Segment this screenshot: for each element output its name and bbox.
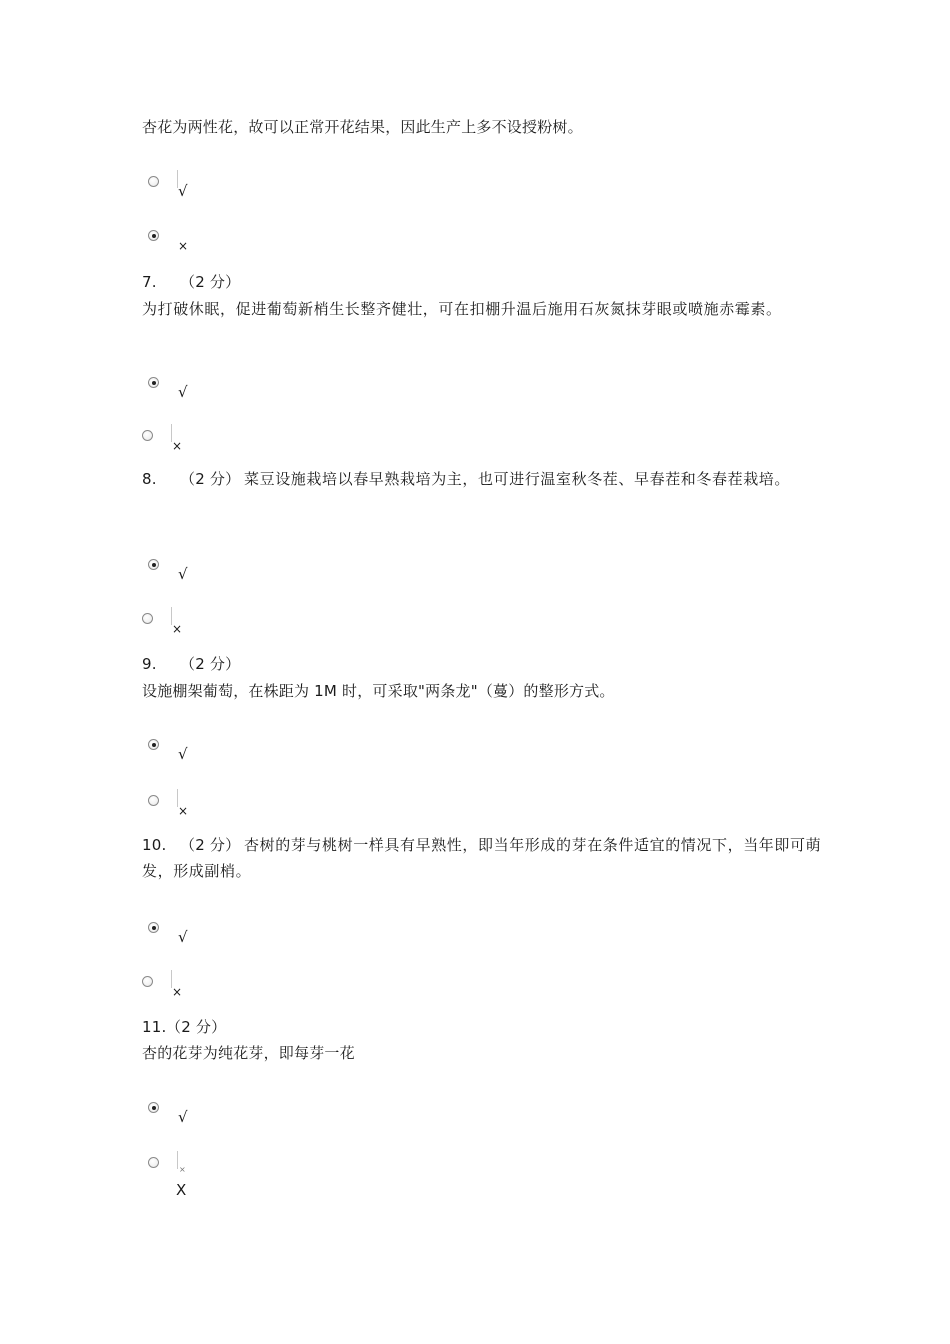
q6-radio-true[interactable] bbox=[148, 176, 159, 187]
q6-text: 杏花为两性花，故可以正常开花结果，因此生产上多不设授粉树。 bbox=[142, 118, 583, 136]
q11-radio-true[interactable] bbox=[148, 1102, 159, 1113]
q7-number: 7. bbox=[142, 273, 157, 291]
q9-number: 9. bbox=[142, 655, 157, 673]
q11-points: （2 分） bbox=[166, 1018, 227, 1036]
q7-label-true: √ bbox=[178, 383, 188, 401]
q11-divider bbox=[177, 1151, 178, 1169]
q8-text: 菜豆设施栽培以春早熟栽培为主，也可进行温室秋冬茬、早春茬和冬春茬栽培。 bbox=[244, 470, 791, 488]
q8-number: 8. bbox=[142, 470, 157, 488]
q7-radio-true[interactable] bbox=[148, 377, 159, 388]
q9-text: 设施棚架葡萄，在株距为 1M 时，可采取"两条龙"（蔓）的整形方式。 bbox=[142, 682, 615, 700]
q9-points: （2 分） bbox=[180, 655, 241, 673]
q7-text: 为打破休眠，促进葡萄新梢生长整齐健壮，可在扣棚升温后施用石灰氮抹芽眼或喷施赤霉素。 bbox=[142, 300, 782, 318]
q10-text: 杏树的芽与桃树一样具有早熟性，即当年形成的芽在条件适宜的情况下，当年即可萌发，形成副梢。 bbox=[142, 836, 822, 880]
q6-radio-false[interactable] bbox=[148, 230, 159, 241]
q11-text: 杏的花芽为纯花芽，即每芽一花 bbox=[142, 1044, 355, 1062]
q9-label-false: × bbox=[178, 804, 189, 818]
q11-label-true: √ bbox=[178, 1108, 188, 1126]
q7-radio-false[interactable] bbox=[142, 430, 153, 441]
q8-label-false: × bbox=[172, 622, 183, 636]
q11-radio-false[interactable] bbox=[148, 1157, 159, 1168]
q8-label-true: √ bbox=[178, 565, 188, 583]
q10-radio-false[interactable] bbox=[142, 976, 153, 987]
q7-points: （2 分） bbox=[180, 273, 241, 291]
q11-label-false: X bbox=[176, 1181, 187, 1199]
q6-label-false: × bbox=[178, 239, 189, 253]
q10-number: 10. bbox=[142, 836, 167, 854]
q6-label-true: √ bbox=[178, 182, 188, 200]
q8-radio-true[interactable] bbox=[148, 559, 159, 570]
q8-radio-false[interactable] bbox=[142, 613, 153, 624]
q7-label-false: × bbox=[172, 439, 183, 453]
q8-points: （2 分） bbox=[180, 470, 241, 488]
q10-label-false: × bbox=[172, 985, 183, 999]
q11-label-false-faint: × bbox=[179, 1165, 186, 1174]
q10-radio-true[interactable] bbox=[148, 922, 159, 933]
q9-radio-true[interactable] bbox=[148, 739, 159, 750]
q9-radio-false[interactable] bbox=[148, 795, 159, 806]
q11-number: 11. bbox=[142, 1018, 167, 1036]
q10-points: （2 分） bbox=[180, 836, 241, 854]
q9-label-true: √ bbox=[178, 745, 188, 763]
q10-label-true: √ bbox=[178, 928, 188, 946]
